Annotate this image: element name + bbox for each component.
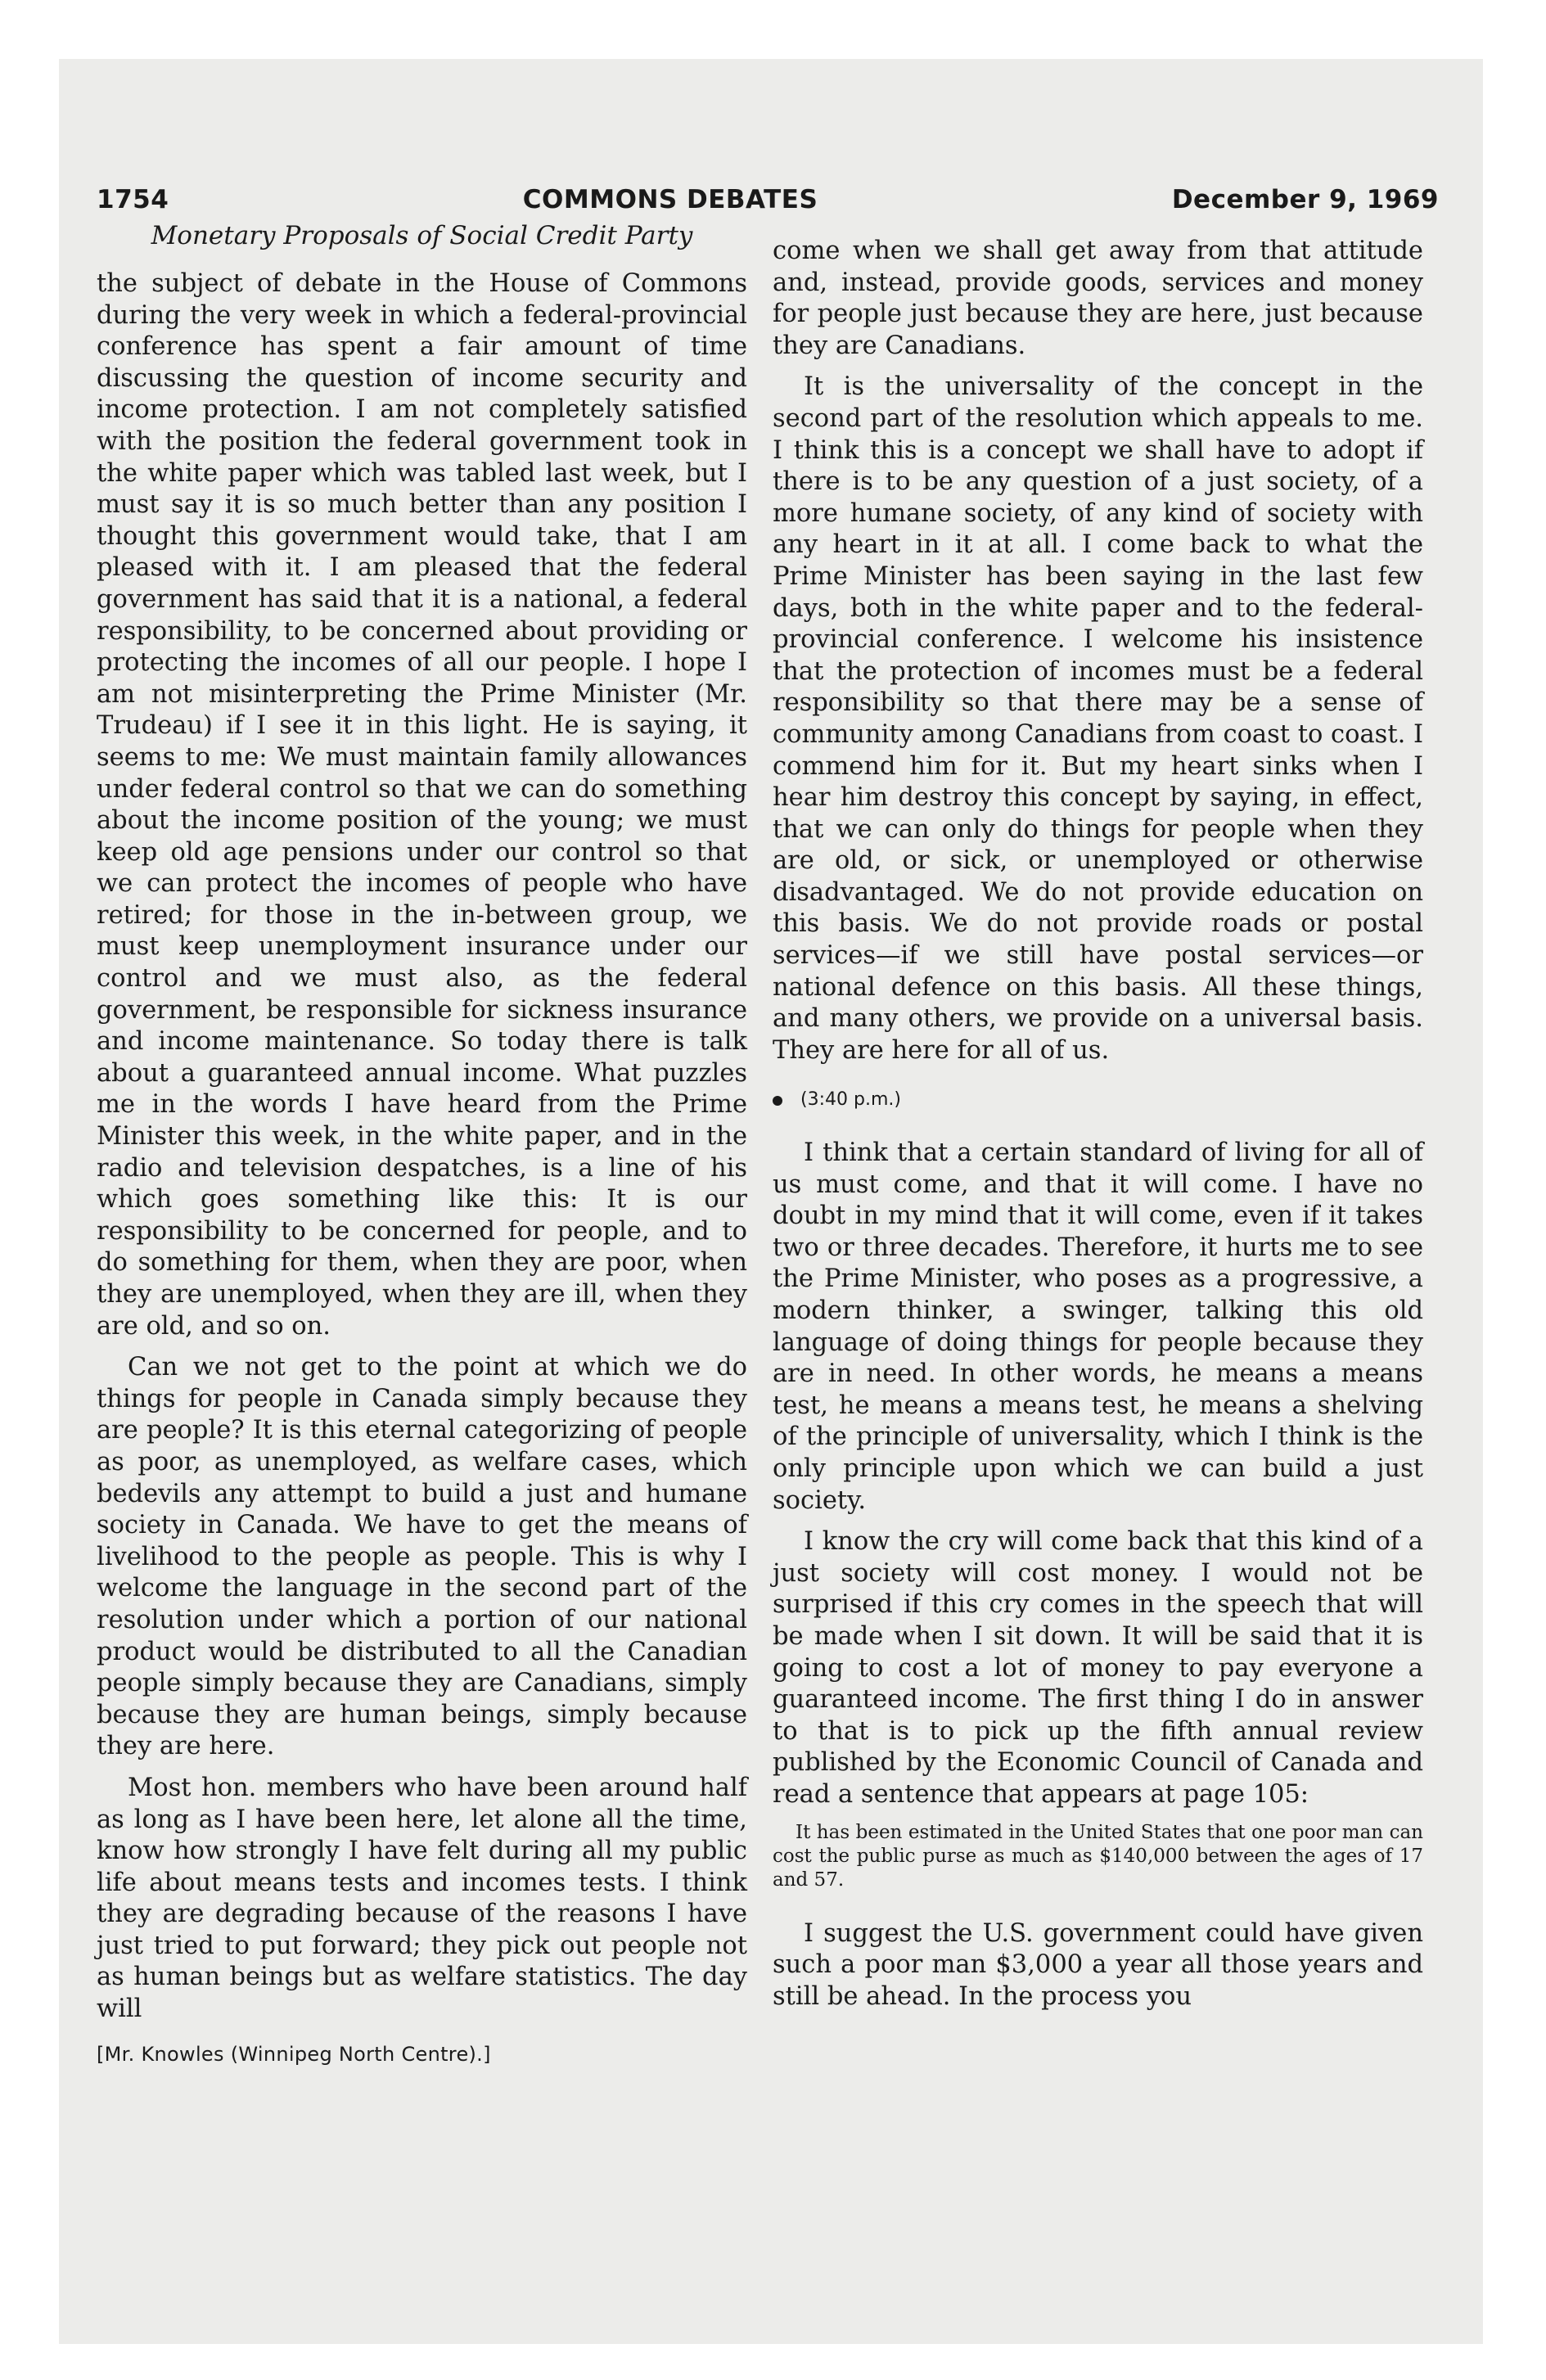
page-header [97, 185, 1439, 214]
speaker-attribution: [Mr. Knowles (Winnipeg North Centre).] [97, 2042, 491, 2066]
left-column [97, 268, 747, 2070]
publication-title: COMMONS DEBATES [522, 185, 818, 214]
time-marker [773, 1084, 1423, 1116]
paragraph: I know the cry will come back that this kind of a just society will cost money. I would not be surprised if this cry comes in the speech that will be made when I sit down. It will be said that it is going to cost a lot of money to pay everyone a guaranteed income. The first thing I do in answer to that is to pick up the fifth annual review published by the Economic Council of Canada and read a sentence that appears at page 105: [773, 1527, 1423, 1809]
hansard-page [97, 185, 1439, 2066]
paragraph: I suggest the U.S. government could have given such a poor man $3,000 a year all those years and still be ahead. In the process you [773, 1918, 1423, 2011]
paragraph: Most hon. members who have been around half as long as I have been here, let alone all the time, know how strongly I have felt during all my public life about means tests and incomes tests. I think they are degrading because of the reasons I have just tried to put forward; they pick out people not as human beings but as welfare statistics. The day will [97, 1773, 747, 2024]
bullet-icon [773, 1096, 782, 1106]
paragraph: come when we shall get away from that attitude and, instead, provide goods, services and money for people just because they are here, just because they are Canadians. [773, 237, 1423, 360]
paragraph: Can we not get to the point at which we do things for people in Canada simply because they are people? It is this eternal categorizing of people as poor, as unemployed, as welfare cases, which bedevils any attempt to build a just and humane society in Canada. We have to get the means of livelihood to the people as people. This is why I welcome the language in the second part of the resolution under which a portion of our national product would be distributed to all the Canadian people simply because they are Canadians, simply because they are human beings, simply because they are here. [97, 1353, 747, 1761]
page-number: 1754 [97, 185, 169, 214]
paragraph: It is the universality of the concept in the second part of the resolution which appeals to me. I think this is a concept we shall have to adopt if there is to be any question of a just society, of a more humane society, of any kind of society with any heart in it at all. I come back to what the Prime Minister has been saying in the last few days, both in the white paper and to the federal-provincial conference. I welcome his insistence that the protection of incomes must be a federal responsibility so that there may be a sense of community among Canadians from coast to coast. I commend him for it. But my heart sinks when I hear him destroy this concept by saying, in effect, that we can only do things for people when they are old, or sick, or unemployed or otherwise disadvantaged. We do not provide education on this basis. We do not provide roads or postal services—if we still have postal services—or national defence on this basis. All these things, and many others, we provide on a universal basis. They are here for all of us. [773, 372, 1424, 1065]
paragraph: I think that a certain standard of living for all of us must come, and that it will come. I have no doubt in my mind that it will come, even if it takes two or three decades. Therefore, it hurts me to see the Prime Minister, who poses as a progressive, a modern thinker, a swinger, talking this old language of doing things for people because they are in need. In other words, he means a means test, he means a means test, he means a shelving of the principle of universality, which I think is the only principle upon which we can build a just society. [773, 1138, 1423, 1515]
section-subheading: Monetary Proposals of Social Credit Party [151, 221, 693, 250]
time-marker-text: (3:40 p.m.) [800, 1089, 901, 1111]
right-column [773, 236, 1423, 2022]
block-quote: It has been estimated in the United States that one poor man can cost the public purse as much as $140,000 between the ages of 17 and 57. [773, 1821, 1423, 1891]
page-date: December 9, 1969 [1171, 185, 1439, 214]
paragraph: the subject of debate in the House of Commons during the very week in which a federal-provincial conference has spent a fair amount of time discussing the question of income security and income protection. I am not completely satisfied with the position the federal government took in the white paper which was tabled last week, but I must say it is so much better than any position I thought this government would take, that I am pleased with it. I am pleased that the federal government has said that it is a national, a federal responsibility, to be concerned about providing or protecting the incomes of all our people. I hope I am not misinterpreting the Prime Minister (Mr. Trudeau) if I see it in this light. He is saying, it seems to me: We must maintain family allowances under federal control so that we can do something about the income position of the young; we must keep old age pensions under our control so that we can protect the incomes of people who have retired; for those in the in-between group, we must keep unemployment insurance under our control and we must also, as the federal government, be responsible for sickness insurance and income maintenance. So today there is talk about a guaranteed annual income. What puzzles me in the words I have heard from the Prime Minister this week, in the white paper, and in the radio and television despatches, is a line of his which goes something like this: It is our responsibility to be concerned for people, and to do something for them, when they are poor, when they are unemployed, when they are ill, when they are old, and so on. [97, 269, 747, 1341]
